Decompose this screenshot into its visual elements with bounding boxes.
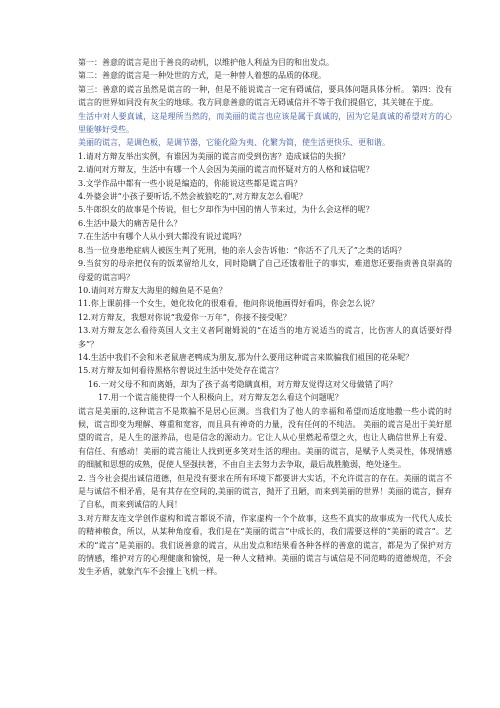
- question-15: 15.对方辩友如何看待黑格尔曾说过生活中处处存在谎言？: [78, 366, 283, 376]
- paragraph-2: 第三：善意的谎言虽然是谎言的一种，但是不能说谎言一定有碍诚信，要具体问题具体分析。 第四：没有谎言的世界如同没有灰尘的地球。我方同意善意的谎言无碍诚信并不等于我们提倡它，其关键在于度。: [78, 84, 452, 108]
- question-1: 1.请对方辩友举出实例，有谁因为美丽的谎言而受到伤害？造成诚信的失损？: [78, 151, 350, 161]
- question-17: 17.用一个谎言能使得一个人积极向上，对方辩友怎么看这个问题呢？: [98, 393, 343, 403]
- paragraph-4: 美丽的谎言，是调色板，是调节器，它能化险为夷、化繁为简，使生活更快乐、更和谐。: [78, 138, 390, 148]
- paragraph-0: 第一：善意的谎言是出于善良的动机，以维护他人利益为目的和出发点。: [78, 58, 334, 67]
- question-3: 3.文学作品中都有一些小说是编造的，你能说这些都是谎言吗？: [78, 178, 302, 188]
- question-7: 7.在生活中有哪个人从小到大都没有说过谎吗？: [78, 232, 246, 242]
- argument-paragraph-3: 3.对方辩友连文学创作虚构和谎言都说不清，作家虚构一个个故事，这些不真实的故事成为一代代人成长的精神粮食，所以，从某种角度看，我们是在“美丽的谎言”中成长的，我们需要这样的“美丽的谎言”。艺术的“谎言”是美丽的。我们说善意的谎言，从出发点和结果看各种各样的善意的谎言，都是为了保护对方的情感，维护对方的心理健康和愉悦，是一种人文精神。美丽的谎言与诚信是不同范畴的道德规范，不会发生矛盾，就象汽车不会撞上飞机一样。: [78, 513, 452, 577]
- question-11: 11.你上课前排一个女生，她化妆化的很难看，他问你说他画得好看吗，你会怎么说？: [78, 299, 379, 309]
- question-4: 4.外婆会讲“小孩子要听话,不然会被狼吃的”,对方辩友怎么看呢？: [78, 192, 307, 202]
- paragraph-3: 生活中对人要真诚，这是理所当然的，而美丽的谎言也应该是属于真诚的，因为它是真诚的希望对方的心里能够好受些。: [78, 111, 452, 135]
- question-5: 5.牛郎织女的故事是个传说，但七夕却作为中国的情人节来过，为什么会这样的呢？: [78, 205, 374, 215]
- argument-paragraph-1: 谎言是美丽的,这种谎言不是欺骗不是居心叵测。当我们为了他人的幸福和希望而适度地撒一些小谎的时候，谎言即变为理解、尊重和宽容，而且具有神奇的力量，没有任何的不纯洁。 美丽的谎言是出于美好愿望的谎言，是人生的滋养品，也是信念的源动力。它让人从心里燃起希望之火，也让人确信世界上有爱、有信任、有感动！美丽的谎言能让人找到更多笑对生活的理由。美丽的谎言，是赋予人类灵性，体现情感的细腻和思想的成熟，促使人坚强扶著，不由自主去努力去争取，最后战胜脆弱，绝处逢生。: [78, 406, 452, 470]
- question-8: 8.当一位身患绝症病人被医生判了死刑，他的亲人会告诉他：“你活不了几天了”之类的话吗？: [78, 245, 406, 255]
- question-2: 2.请问对方辩友，生活中有哪一个人会因为美丽的谎言而怀疑对方的人格和诚信呢？: [78, 165, 374, 175]
- question-12: 12.对方辩友，我想对你说“我爱你一万年”，你接不接受呢？: [78, 312, 291, 322]
- question-14: 14.生活中我们不会和米老鼠唐老鸭成为朋友,那为什么要用这种谎言来欺骗我们祖国的花朵呢？: [78, 352, 414, 362]
- paragraph-1: 第二：善意的谎言是一种处世的方式，是一种替人着想的品质的体现。: [78, 71, 326, 81]
- question-13: 13.对方辩友怎么看待英国人文主义者阿谢姆说的“在适当的地方说适当的谎言，比伤害人的真话要好得多”？: [78, 326, 452, 349]
- argument-paragraph-2: 2. 当今社会提出诚信道德，但是没有要求在所有环境下都要讲大实话，不允许谎言的存在。美丽的谎言不是与诚信不相矛盾，是有其存在空间的,美丽的谎言，抛开了丑陋，而来到美丽的世界！美丽的谎言，摒弃了自私，而来到诚信的人间！: [78, 473, 452, 510]
- question-16: 16.一对父母不和而离婚，却为了孩子高考隐瞒真相，对方辩友觉得这对父母做错了吗？: [88, 379, 397, 389]
- question-6: 6.生活中最大的痛苦是什么？: [78, 218, 182, 228]
- question-9: 9.当贫穷的母亲把仅有的饭菜留给儿女，同时隐瞒了自己还饿着肚子的事实，难道您还要指责善良崇高的母爱的谎言吗？: [78, 259, 452, 282]
- question-10: 10.请问对方辩友大海里的鲸鱼是不是鱼？: [78, 285, 227, 295]
